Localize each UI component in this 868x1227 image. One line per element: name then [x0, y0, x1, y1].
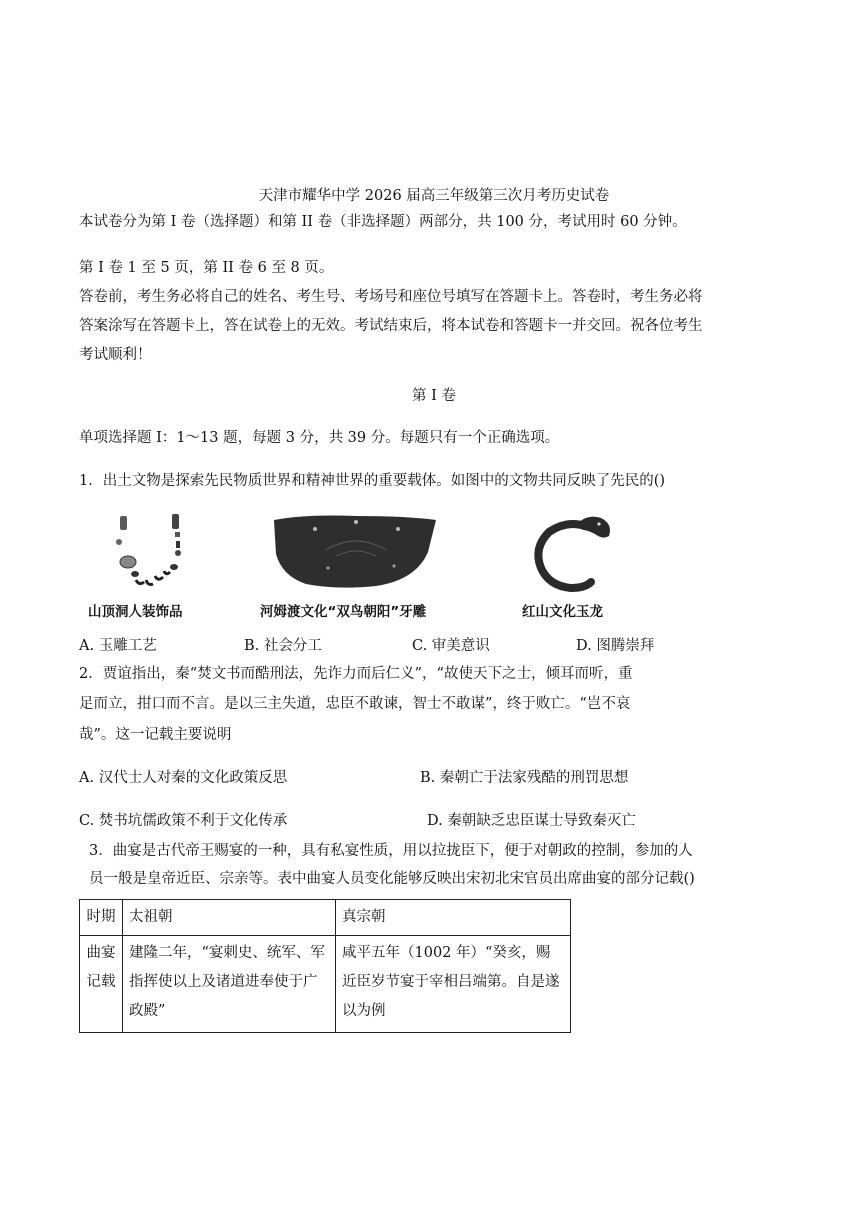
image-caption-2: 河姆渡文化“双鸟朝阳”牙雕 [260, 604, 427, 620]
jade-dragon-icon [527, 510, 617, 595]
q2-option-a[interactable]: A. 汉代士人对秦的文化政策反思 [79, 770, 288, 786]
q1-option-d[interactable]: D. 图腾崇拜 [576, 638, 655, 654]
q1-option-c[interactable]: C. 审美意识 [412, 638, 490, 654]
section-instruction: 单项选择题 I：1～13 题，每题 3 分，共 39 分。每题只有一个正确选项。 [79, 430, 560, 446]
table-row-label: 曲宴记载 [80, 936, 123, 1033]
ivory-carving-icon [266, 512, 441, 590]
q2-line-1: 2．贾谊指出，秦“焚文书而酷刑法，先诈力而后仁义”，“故使天下之士，倾耳而听，重 [79, 666, 633, 682]
q1-option-a[interactable]: A. 玉雕工艺 [79, 638, 157, 654]
table-header-period: 时期 [80, 900, 123, 936]
table-row [80, 936, 571, 1033]
intro-line-2: 第 I 卷 1 至 5 页，第 II 卷 6 至 8 页。 [79, 260, 334, 276]
intro-line-1: 本试卷分为第 I 卷（选择题）和第 II 卷（非选择题）两部分，共 100 分，考试用时 60 分钟。 [79, 214, 687, 230]
q3-line-2: 员一般是皇帝近臣、宗亲等。表中曲宴人员变化能够反映出宋初北宋官员出席曲宴的部分记载() [89, 871, 695, 887]
q3-line-1: 3．曲宴是古代帝王赐宴的一种，具有私宴性质，用以拉拢臣下，便于对朝政的控制，参加的人 [89, 843, 693, 859]
q1-option-b[interactable]: B. 社会分工 [244, 638, 322, 654]
table-header-taizu: 太祖朝 [123, 900, 336, 936]
table-cell-zhenzong: 咸平五年（1002 年）“癸亥，赐近臣岁节宴于宰相吕端第。自是遂以为例 [336, 936, 571, 1033]
banquet-table [79, 899, 571, 1033]
intro-line-5: 考试顺利！ [79, 347, 152, 363]
q2-line-2: 足而立，拑口而不言。是以三主失道，忠臣不敢谏，智士不敢谋”，终于败亡。“岂不哀 [79, 696, 631, 712]
exam-title: 天津市耀华中学 2026 届高三年级第三次月考历史试卷 [258, 188, 610, 204]
intro-line-4: 答案涂写在答题卡上，答在试卷上的无效。考试结束后，将本试卷和答题卡一并交回。祝各位考生 [79, 318, 703, 334]
table-header-zhenzong: 真宗朝 [336, 900, 571, 936]
bead-necklace-icon [102, 510, 197, 595]
q2-option-b[interactable]: B. 秦朝亡于法家残酷的刑罚思想 [420, 770, 629, 786]
table-cell-taizu: 建隆二年，“宴刺史、统军、军指挥使以上及诸道进奉使于广政殿” [123, 936, 336, 1033]
q2-option-d[interactable]: D. 秦朝缺乏忠臣谋士导致秦灭亡 [427, 813, 636, 829]
q2-option-c[interactable]: C. 焚书坑儒政策不利于文化传承 [79, 813, 288, 829]
section-title: 第 I 卷 [412, 388, 456, 404]
q2-line-3: 哉”。这一记载主要说明 [79, 727, 232, 743]
image-caption-1: 山顶洞人装饰品 [88, 604, 183, 620]
intro-line-3: 答卷前，考生务必将自己的姓名、考生号、考场号和座位号填写在答题卡上。答卷时，考生务必将 [79, 289, 703, 305]
table-header-row [80, 900, 571, 936]
q1-stem: 1．出土文物是探索先民物质世界和精神世界的重要载体。如图中的文物共同反映了先民的() [79, 473, 666, 489]
image-caption-3: 红山文化玉龙 [522, 604, 603, 620]
